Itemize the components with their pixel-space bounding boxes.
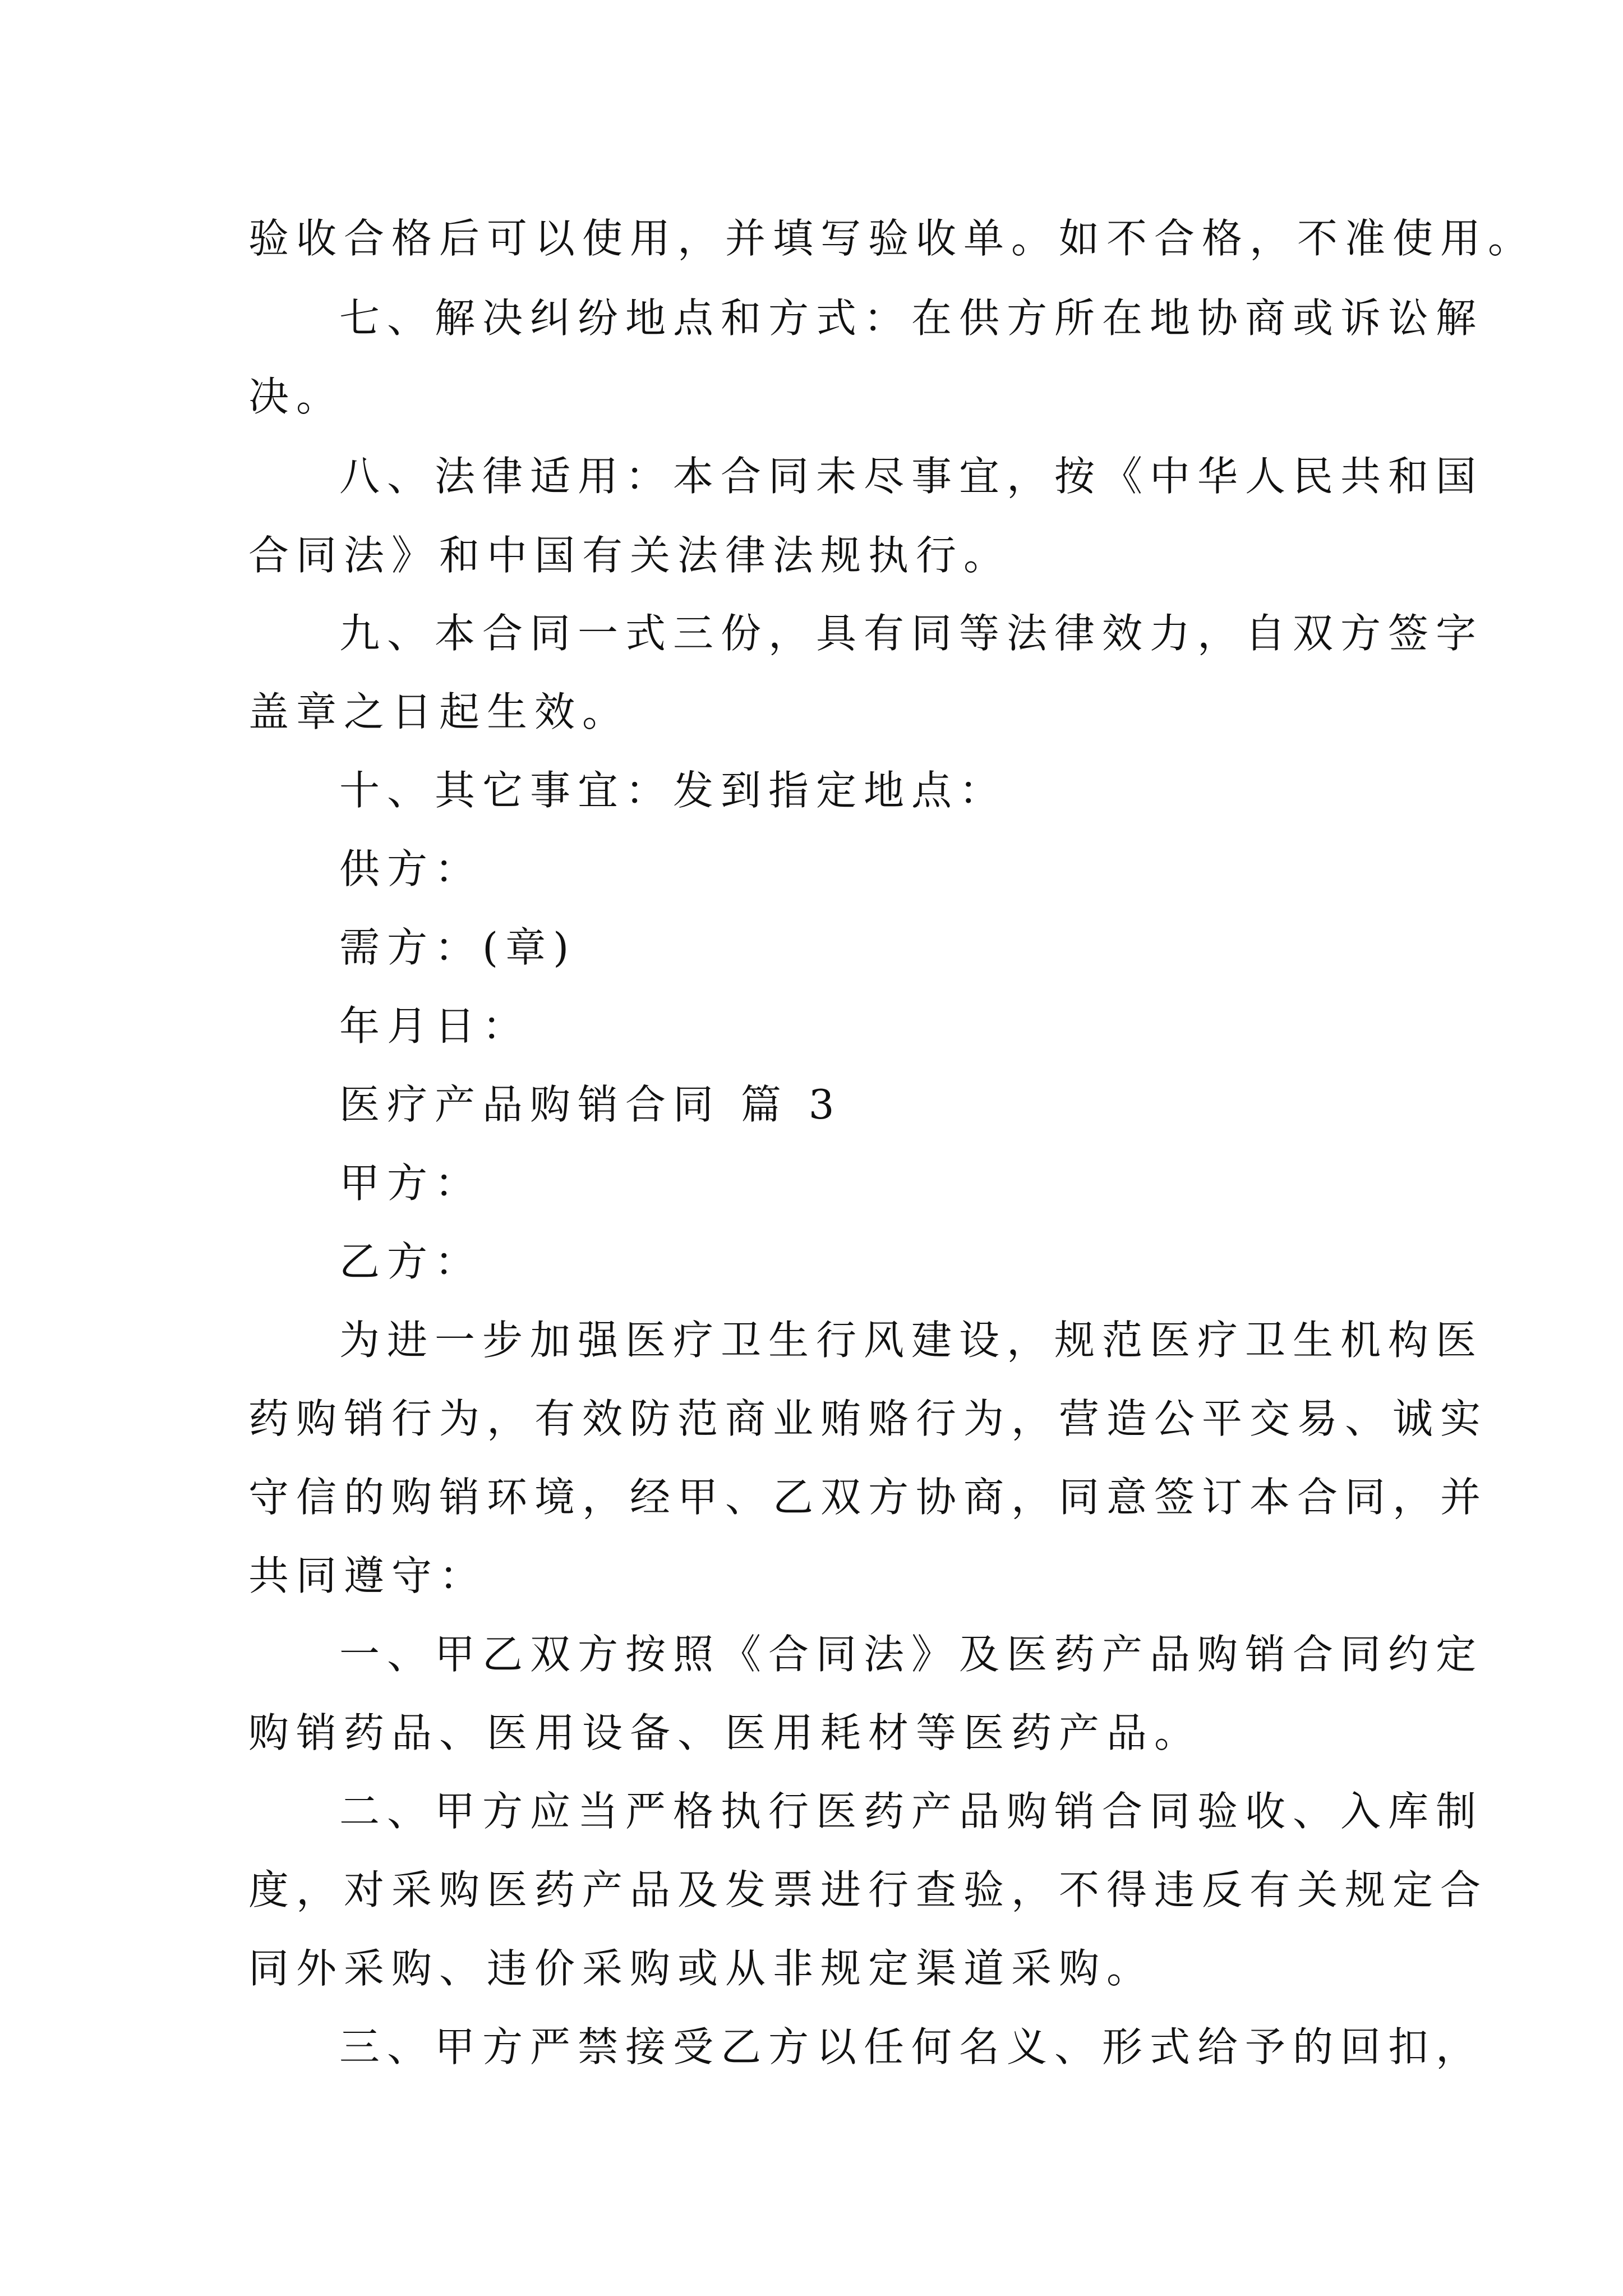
text-line-5: 合同法》和中国有关法律法规执行。 (248, 532, 1012, 579)
text-line-2: 七、解决纠纷地点和方式：在供方所在地协商或诉讼解 (339, 295, 1484, 342)
text-line-7: 盖章之日起生效。 (248, 688, 630, 735)
text-line-15: 为进一步加强医疗卫生行风建设，规范医疗卫生机构医 (339, 1317, 1484, 1364)
text-line-17: 守信的购销环境，经甲、乙双方协商，同意签订本合同，并 (248, 1474, 1488, 1521)
text-line-8: 十、其它事宜：发到指定地点： (339, 767, 1007, 814)
text-line-3: 决。 (248, 373, 344, 420)
text-line-24: 三、甲方严禁接受乙方以任何名义、形式给予的回扣， (339, 2023, 1484, 2070)
text-line-4: 八、法律适用：本合同未尽事宜，按《中华人民共和国 (339, 453, 1484, 500)
text-line-6: 九、本合同一式三份，具有同等法律效力，自双方签字 (339, 610, 1484, 657)
text-line-10: 需方：(章) (339, 924, 577, 971)
text-line-14: 乙方： (339, 1238, 483, 1285)
text-line-22: 度，对采购医药产品及发票进行查验，不得违反有关规定合 (248, 1866, 1488, 1913)
text-line-20: 购销药品、医用设备、医用耗材等医药产品。 (248, 1709, 1202, 1756)
text-line-9: 供方： (339, 845, 483, 892)
text-line-21: 二、甲方应当严格执行医药产品购销合同验收、入库制 (339, 1788, 1484, 1835)
text-line-23: 同外采购、违价采购或从非规定渠道采购。 (248, 1945, 1155, 1992)
section-heading: 医疗产品购销合同 篇 3 (339, 1081, 842, 1128)
text-line-18: 共同遵守： (248, 1552, 487, 1599)
text-line-19: 一、甲乙双方按照《合同法》及医药产品购销合同约定 (339, 1631, 1484, 1678)
text-line-13: 甲方： (339, 1159, 483, 1207)
text-line-1: 验收合格后可以使用，并填写验收单。如不合格，不准使用。 (248, 215, 1536, 262)
text-line-11: 年月日： (339, 1002, 531, 1050)
text-line-16: 药购销行为，有效防范商业贿赂行为，营造公平交易、诚实 (248, 1395, 1488, 1442)
